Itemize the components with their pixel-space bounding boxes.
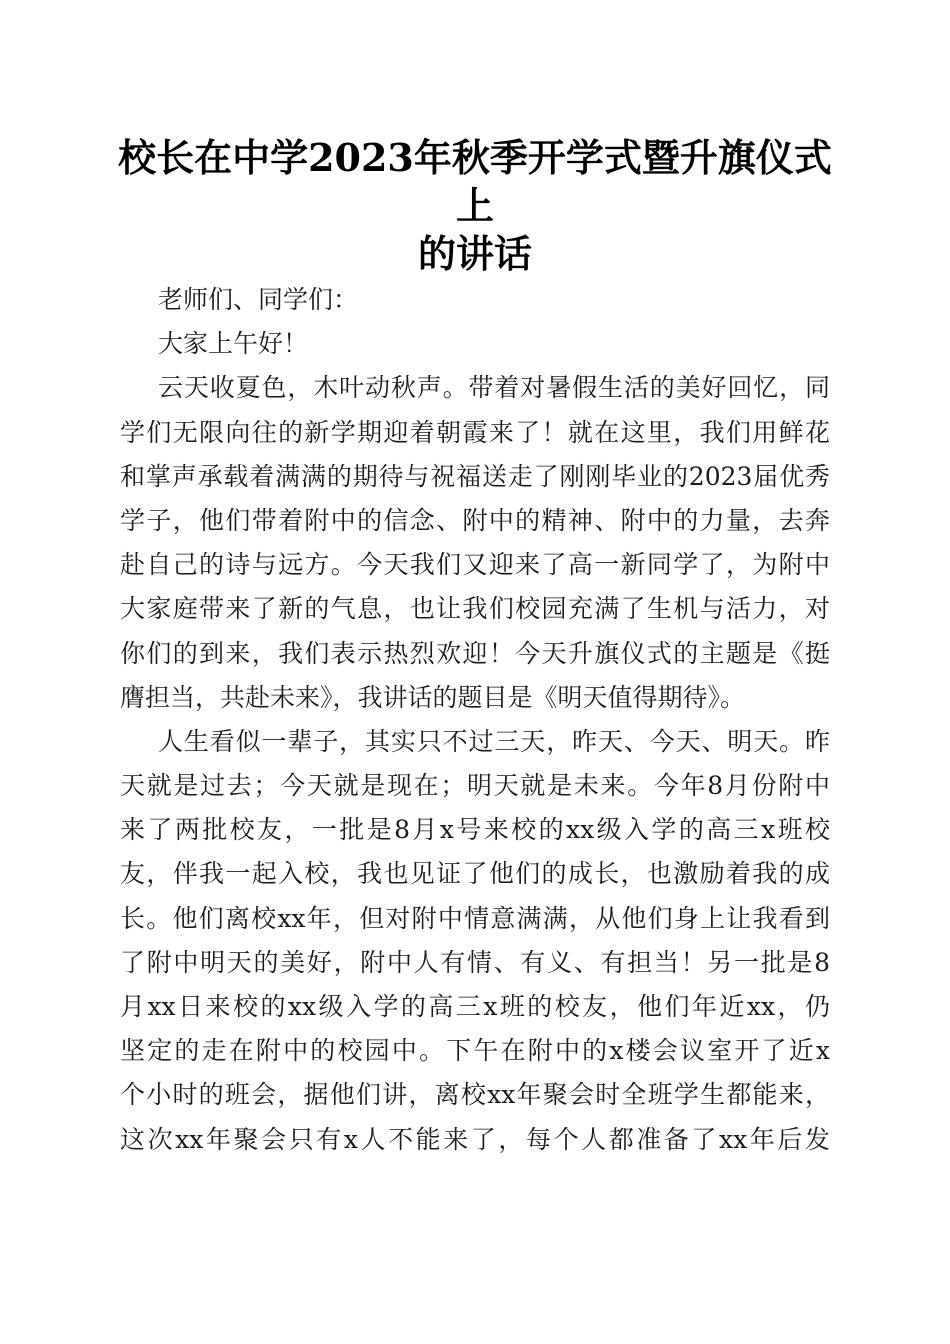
paragraph-line: 和掌声承载着满满的期待与祝福送走了刚刚毕业的2023届优秀 [120,461,830,491]
title-line-1: 校长在中学2023年秋季开学式暨升旗仪式上 [118,135,832,228]
paragraph-line: 膺担当，共赴未来》，我讲话的题目是《明天值得期待》。 [120,682,746,712]
paragraph-line: 友，伴我一起入校，我也见证了他们的成长，也激励着我的成 [120,859,830,889]
document-title [100,134,850,278]
paragraph-line: 学们无限向往的新学期迎着朝霞来了！就在这里，我们用鲜花 [120,417,830,447]
document-body [120,278,830,1162]
paragraph-line: 长。他们离校xx年，但对附中情意满满，从他们身上让我看到 [120,903,830,933]
paragraph-line: 坚定的走在附中的校园中。下午在附中的x楼会议室开了近x [120,1036,830,1066]
paragraph-line: 来了两批校友，一批是8月x号来校的xx级入学的高三x班校 [120,815,830,845]
paragraph-line: 你们的到来，我们表示热烈欢迎！今天升旗仪式的主题是《挺 [120,638,830,668]
paragraph-line: 了附中明天的美好，附中人有情、有义、有担当！另一批是8 [120,947,830,977]
paragraph-line: 这次xx年聚会只有x人不能来了，每个人都准备了xx年后发 [120,1124,830,1154]
title-line-2: 的讲话 [417,231,532,276]
paragraph-line: 赴自己的诗与远方。今天我们又迎来了高一新同学了，为附中 [120,550,830,580]
paragraph-line: 人生看似一辈子，其实只不过三天，昨天、今天、明天。昨 [158,726,830,756]
paragraph-line: 天就是过去；今天就是现在；明天就是未来。今年8月份附中 [120,771,830,801]
paragraph-line: 大家庭带来了新的气息，也让我们校园充满了生机与活力，对 [120,594,830,624]
paragraph-line: 个小时的班会，据他们讲，离校xx年聚会时全班学生都能来， [120,1080,830,1110]
paragraph-line: 学子，他们带着附中的信念、附中的精神、附中的力量，去奔 [120,505,830,535]
greeting-line: 大家上午好！ [158,329,309,359]
paragraph-line: 月xx日来校的xx级入学的高三x班的校友，他们年近xx，仍 [120,992,830,1021]
paragraph-line: 云天收夏色，木叶动秋声。带着对暑假生活的美好回忆，同 [158,373,830,403]
greeting-line: 老师们、同学们： [158,285,359,314]
